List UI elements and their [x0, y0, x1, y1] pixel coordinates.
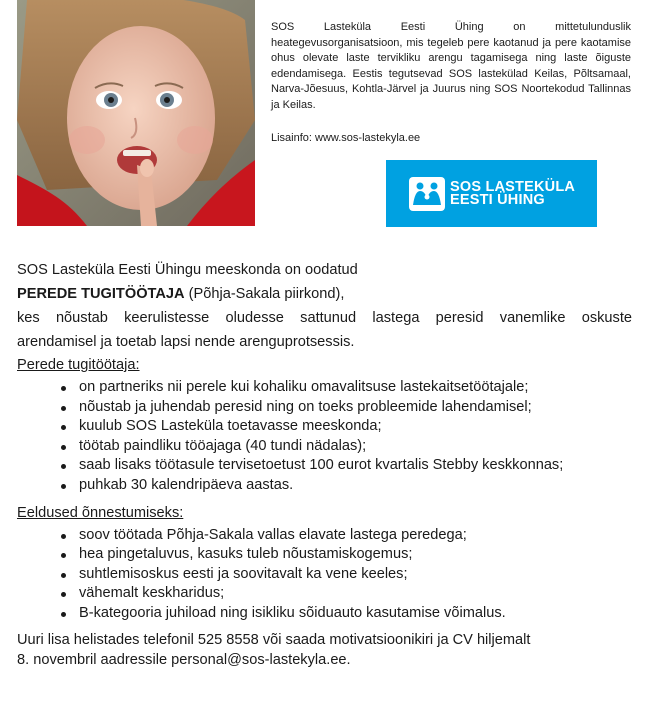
closing-line-2: 8. novembril aadressile personal@sos-lastekyla.ee.: [17, 651, 351, 668]
section-duties-title: Perede tugitöötaja:: [17, 357, 140, 373]
list-item: B-kategooria juhiload ning isikliku sõiduauto kasutamise võimalus.: [17, 604, 632, 624]
list-item: soov töötada Põhja-Sakala vallas elavate lastega peredega;: [17, 526, 632, 546]
duties-list: [17, 378, 632, 496]
position-line: [17, 282, 632, 306]
ad-intro-line: SOS Lasteküla Eesti Ühingu meeskonda on oodatud: [17, 262, 358, 278]
section-requirements-title: Eeldused õnnestumiseks:: [17, 504, 184, 521]
list-item: nõustab ja juhendab peresid ning on toeks probleemide lahendamisel;: [17, 398, 632, 418]
list-item: suhtlemisoskus eesti ja soovitavalt ka vene keeles;: [17, 565, 632, 585]
organization-intro: [271, 20, 631, 113]
requirements-list: [17, 526, 632, 624]
sos-family-icon: [409, 177, 445, 211]
position-region: (Põhja-Sakala piirkond),: [184, 286, 345, 302]
info-link[interactable]: Lisainfo: www.sos-lastekyla.ee: [271, 132, 421, 144]
intro-text: SOS Lasteküla Eesti Ühing on mittetulunduslik heategevusorganisatsioon, mis tegeleb pere kaotanud ja pere kaotamise ohus olevate laste tervikliku arengu tagamisega ning laste õiguste edendamisega. Eestis tegutsevad SOS lastekülad Keilas, Põltsamaal, Narva-Jõesuus, Kohtla-Järvel ja Juurus ning SOS Noortekodud Tallinnas ja Keilas.: [271, 21, 631, 111]
job-ad: [17, 258, 632, 670]
logo-text: [450, 178, 576, 208]
child-photo: [17, 0, 255, 226]
closing-text: [17, 630, 632, 670]
list-item: puhkab 30 kalendripäeva aastas.: [17, 476, 632, 496]
description-line-1: kes nõustab keerulistesse oludesse sattunud lastega peresid vanemlike oskuste: [17, 310, 632, 326]
list-item: hea pingetaluvus, kasuks tuleb nõustamiskogemus;: [17, 545, 632, 565]
list-item: kuulub SOS Lasteküla toetavasse meeskonda;: [17, 417, 632, 437]
list-item: on partneriks nii perele kui kohaliku omavalitsuse lastekaitsetöötajale;: [17, 378, 632, 398]
position-title: PEREDE TUGITÖÖTAJA: [17, 286, 185, 302]
sos-logo: [386, 160, 597, 227]
logo-line-1: SOS LASTEKÜLA: [450, 178, 576, 195]
description-line-2: arendamisel ja toetab lapsi nende arenguprotsessis.: [17, 334, 355, 350]
list-item: saab lisaks töötasule tervisetoetust 100 eurot kvartalis Stebby keskkonnas;: [17, 456, 632, 476]
closing-line-1: Uuri lisa helistades telefonil 525 8558 või saada motivatsioonikiri ja CV hiljemalt: [17, 631, 531, 648]
list-item: vähemalt keskharidus;: [17, 584, 632, 604]
logo-line-2: EESTI ÜHING: [450, 191, 545, 208]
list-item: töötab paindliku tööajaga (40 tundi nädalas);: [17, 437, 632, 457]
